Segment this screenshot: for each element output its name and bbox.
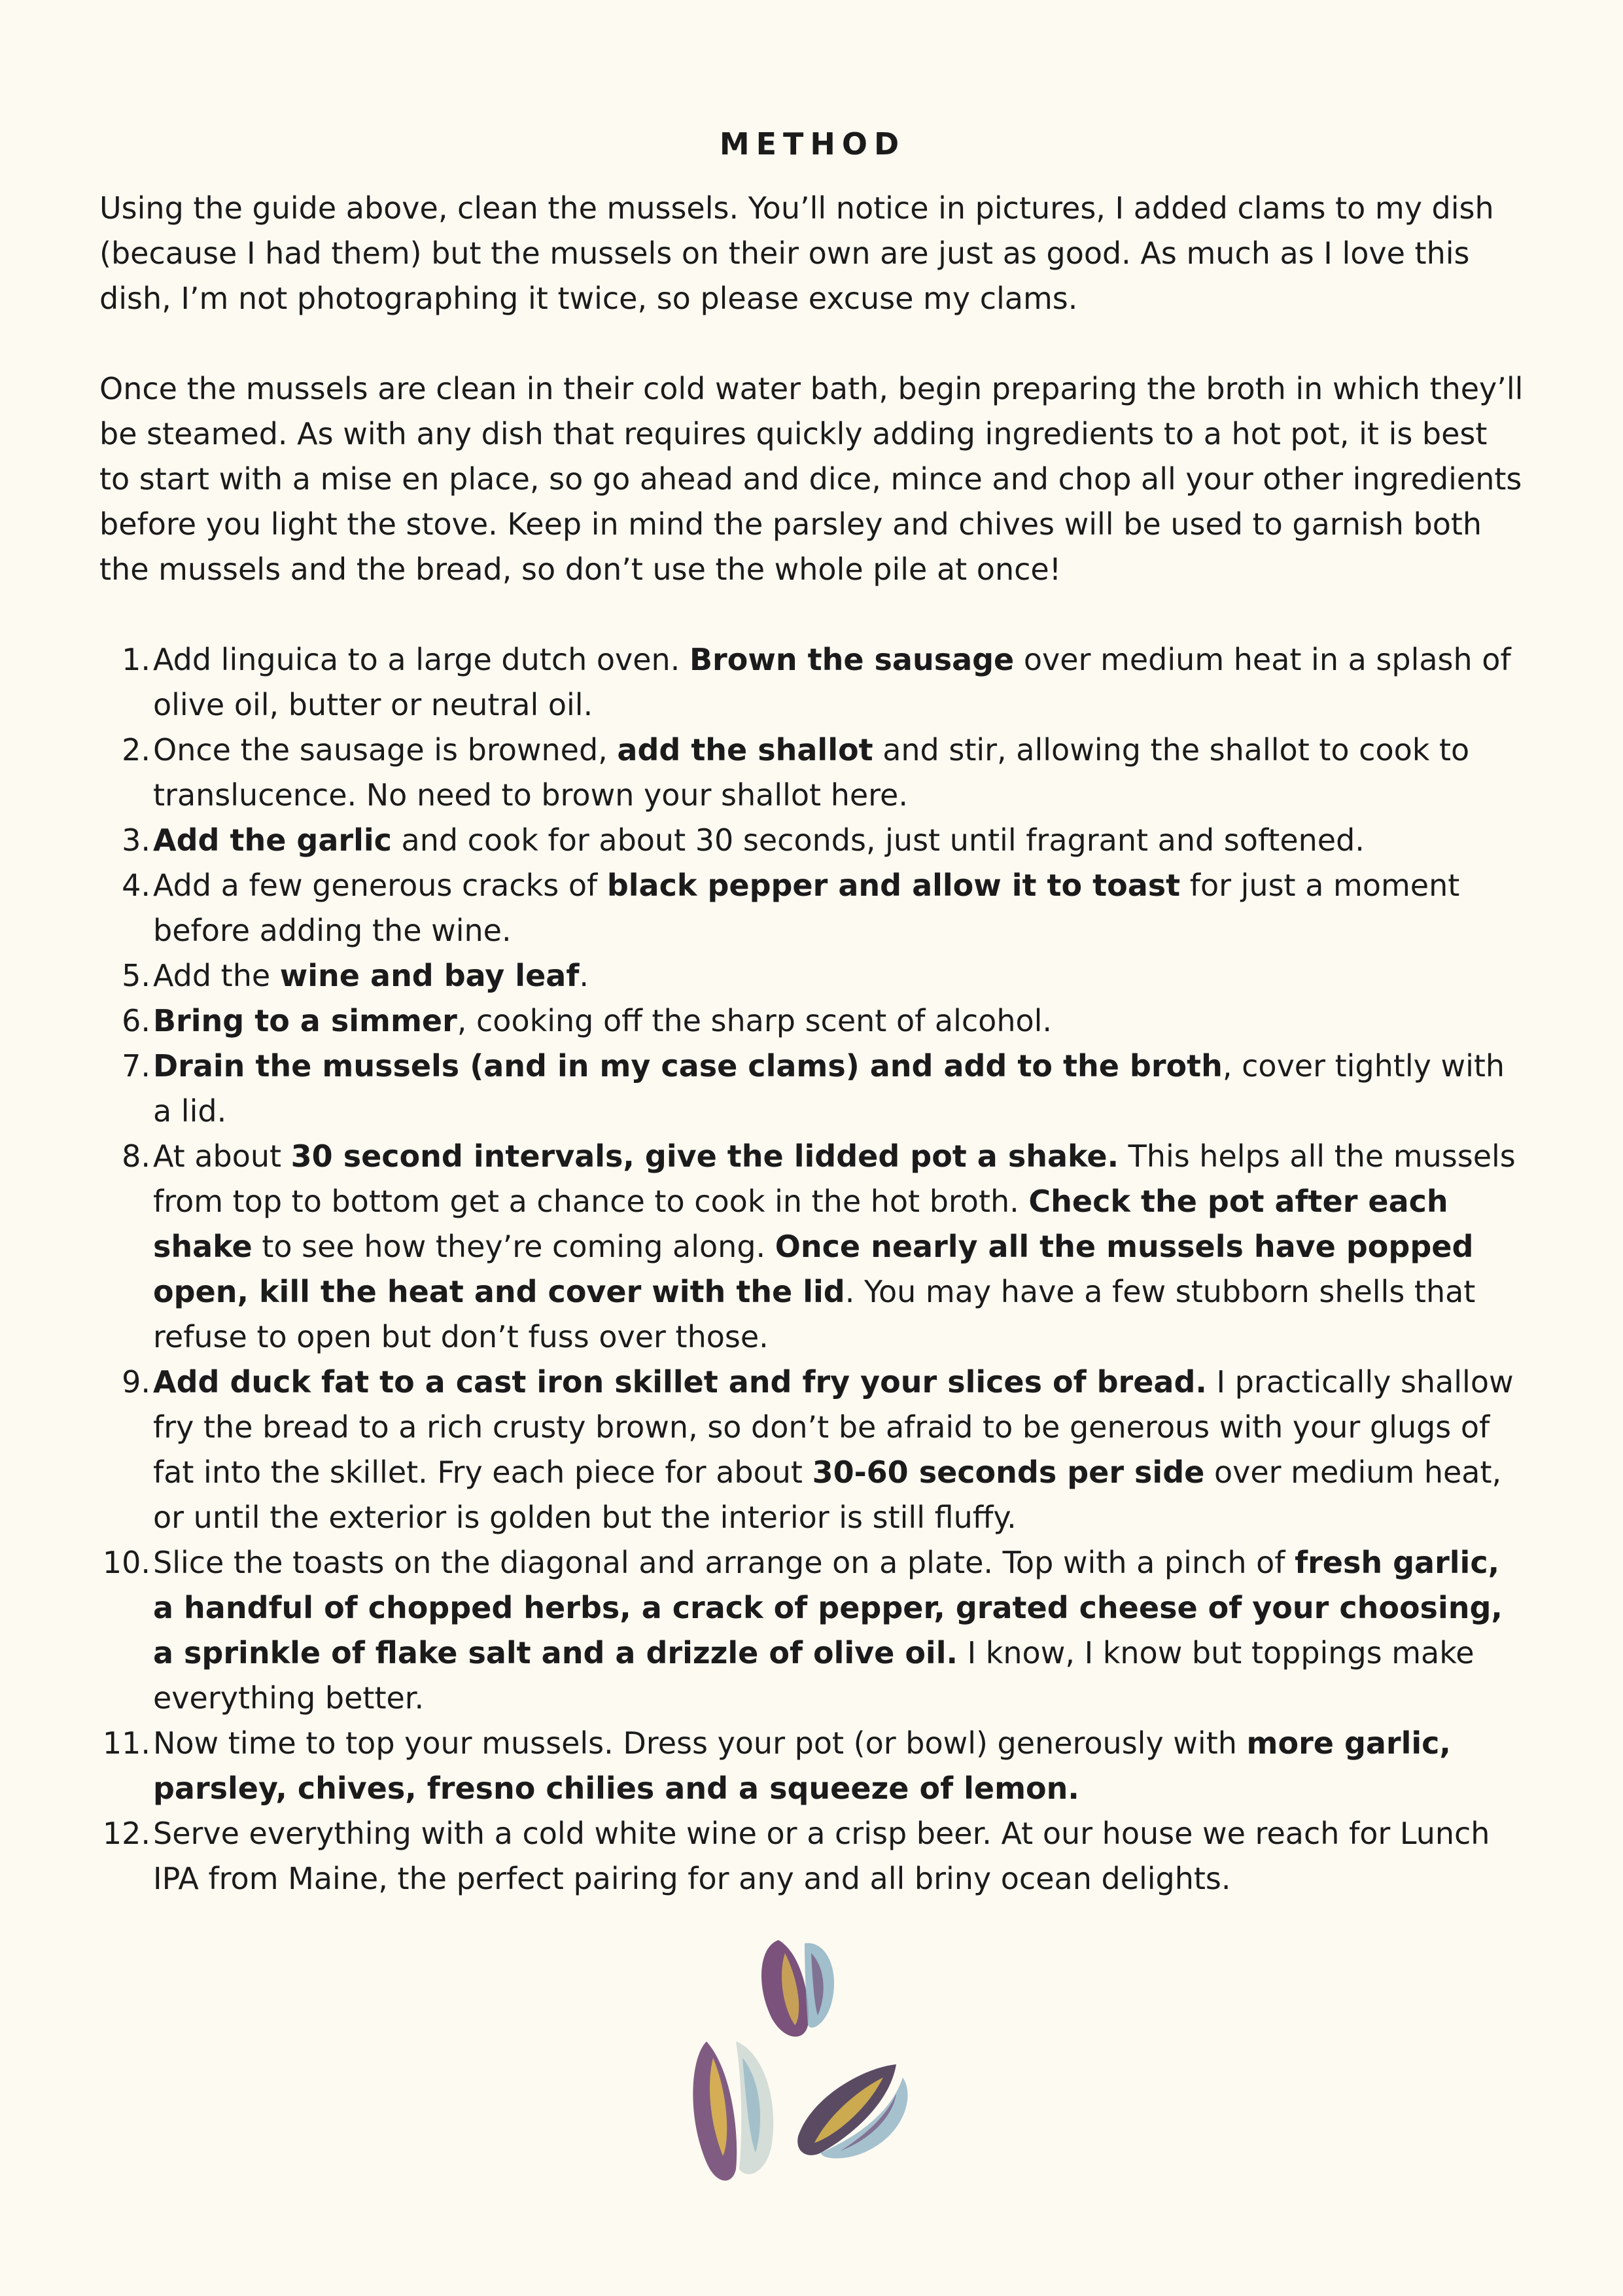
step-text: and stir, allowing the shallot to cook to translucence. No need to brown your shallot here. bbox=[153, 732, 1470, 813]
step-text-bold: Bring to a simmer bbox=[153, 1003, 457, 1038]
step-text-bold: fresh garlic, a handful of chopped herbs, a crack of pepper, grated cheese of your choosing, a sprinkle of flake salt and a drizzle of olive oil. bbox=[153, 1545, 1503, 1670]
step-text-bold: Brown the sausage bbox=[689, 642, 1015, 677]
step-number: 9. bbox=[122, 1364, 150, 1400]
step-number: 1. bbox=[122, 642, 150, 677]
step-text: Now time to top your mussels. Dress your pot (or bowl) generously with bbox=[153, 1725, 1247, 1761]
step-text-bold: Check the pot after each shake bbox=[153, 1184, 1448, 1264]
method-step bbox=[99, 998, 1526, 1044]
step-text: I know, I know but toppings make everything better. bbox=[153, 1635, 1475, 1716]
mussels-illustration-icon bbox=[680, 1927, 942, 2202]
step-text: At about bbox=[153, 1139, 291, 1174]
method-step bbox=[99, 1044, 1526, 1134]
step-text-bold: black pepper and allow it to toast bbox=[606, 868, 1181, 903]
mussel-right-icon bbox=[797, 2064, 907, 2159]
method-step bbox=[99, 953, 1526, 998]
method-step bbox=[99, 637, 1526, 728]
step-text: Add linguica to a large dutch oven. bbox=[153, 642, 689, 677]
step-number: 5. bbox=[122, 958, 150, 993]
step-text: Add a few generous cracks of bbox=[153, 868, 607, 903]
step-number: 11. bbox=[102, 1725, 150, 1761]
step-text-bold: wine and bay leaf bbox=[279, 958, 580, 993]
step-number: 10. bbox=[102, 1545, 150, 1580]
mussel-left-icon bbox=[693, 2041, 773, 2181]
method-step bbox=[99, 1721, 1526, 1811]
step-number: 3. bbox=[122, 822, 150, 858]
step-text: . You may have a few stubborn shells that refuse to open but don’t fuss over those. bbox=[153, 1274, 1476, 1354]
step-text-bold: add the shallot bbox=[617, 732, 873, 768]
intro-paragraph-2: Once the mussels are clean in their cold water bath, begin preparing the broth in which they’ll be steamed. As with any dish that requires quickly adding ingredients to a hot pot, it is best to start with a mise en place, so go ahead and dice, mince and chop all your other ingredients before you light the stove. Keep in mind the parsley and chives will be used to garnish both the mussels and the bread, so don’t use the whole pile at once! bbox=[99, 371, 1524, 587]
method-step bbox=[99, 863, 1526, 953]
step-text: for just a moment before adding the wine. bbox=[153, 868, 1460, 948]
step-text-bold: Once nearly all the mussels have popped open, kill the heat and cover with the lid bbox=[153, 1229, 1474, 1309]
step-text: to see how they’re coming along. bbox=[252, 1229, 775, 1264]
intro-paragraph-1: Using the guide above, clean the mussels. You’ll notice in pictures, I added clams to my dish (because I had them) but the mussels on their own are just as good. As much as I love this dish, I’m not photographing it twice, so please excuse my clams. bbox=[99, 190, 1494, 316]
step-text: , cooking off the sharp scent of alcohol. bbox=[457, 1003, 1053, 1038]
step-text-bold: Add duck fat to a cast iron skillet and fry your slices of bread. bbox=[153, 1364, 1207, 1400]
step-text-bold: more garlic, parsley, chives, fresno chilies and a squeeze of lemon. bbox=[153, 1725, 1451, 1806]
method-step bbox=[99, 728, 1526, 818]
method-title: METHOD bbox=[719, 126, 906, 162]
step-text: Serve everything with a cold white wine or a crisp beer. At our house we reach for Lunch IPA from Maine, the perfect pairing for any and all briny ocean delights. bbox=[153, 1816, 1490, 1896]
step-text-bold: 30 second intervals, give the lidded pot a shake. bbox=[290, 1139, 1119, 1174]
step-text-bold: 30-60 seconds per side bbox=[812, 1455, 1205, 1490]
step-number: 12. bbox=[102, 1816, 150, 1851]
step-text: and cook for about 30 seconds, just until fragrant and softened. bbox=[391, 822, 1365, 858]
method-section bbox=[99, 118, 1526, 1901]
step-text-bold: Drain the mussels (and in my case clams) and add to the broth bbox=[153, 1048, 1223, 1084]
step-text: Add the bbox=[153, 958, 280, 993]
step-number: 6. bbox=[122, 1003, 150, 1038]
method-step bbox=[99, 1134, 1526, 1360]
step-text: Once the sausage is browned, bbox=[153, 732, 618, 768]
step-text: I practically shallow fry the bread to a rich crusty brown, so don’t be afraid to be generous with your glugs of fat into the skillet. Fry each piece for about bbox=[153, 1364, 1514, 1490]
step-text: This helps all the mussels from top to bottom get a chance to cook in the hot broth. bbox=[153, 1139, 1516, 1219]
method-step bbox=[99, 1811, 1526, 1901]
method-steps-list bbox=[99, 637, 1526, 1901]
method-step bbox=[99, 1540, 1526, 1721]
method-step bbox=[99, 1360, 1526, 1540]
step-text: over medium heat in a splash of olive oil, butter or neutral oil. bbox=[153, 642, 1511, 722]
step-text: over medium heat, or until the exterior is golden but the interior is still fluffy. bbox=[153, 1455, 1502, 1535]
step-number: 2. bbox=[122, 732, 150, 768]
step-number: 7. bbox=[122, 1048, 150, 1084]
step-text-bold: Add the garlic bbox=[153, 822, 392, 858]
step-number: 4. bbox=[122, 868, 150, 903]
mussel-top-icon bbox=[761, 1940, 834, 2037]
step-text: , cover tightly with a lid. bbox=[153, 1048, 1505, 1129]
method-step bbox=[99, 818, 1526, 863]
step-text: . bbox=[579, 958, 589, 993]
step-text: Slice the toasts on the diagonal and arrange on a plate. Top with a pinch of bbox=[153, 1545, 1295, 1580]
step-number: 8. bbox=[122, 1139, 150, 1174]
